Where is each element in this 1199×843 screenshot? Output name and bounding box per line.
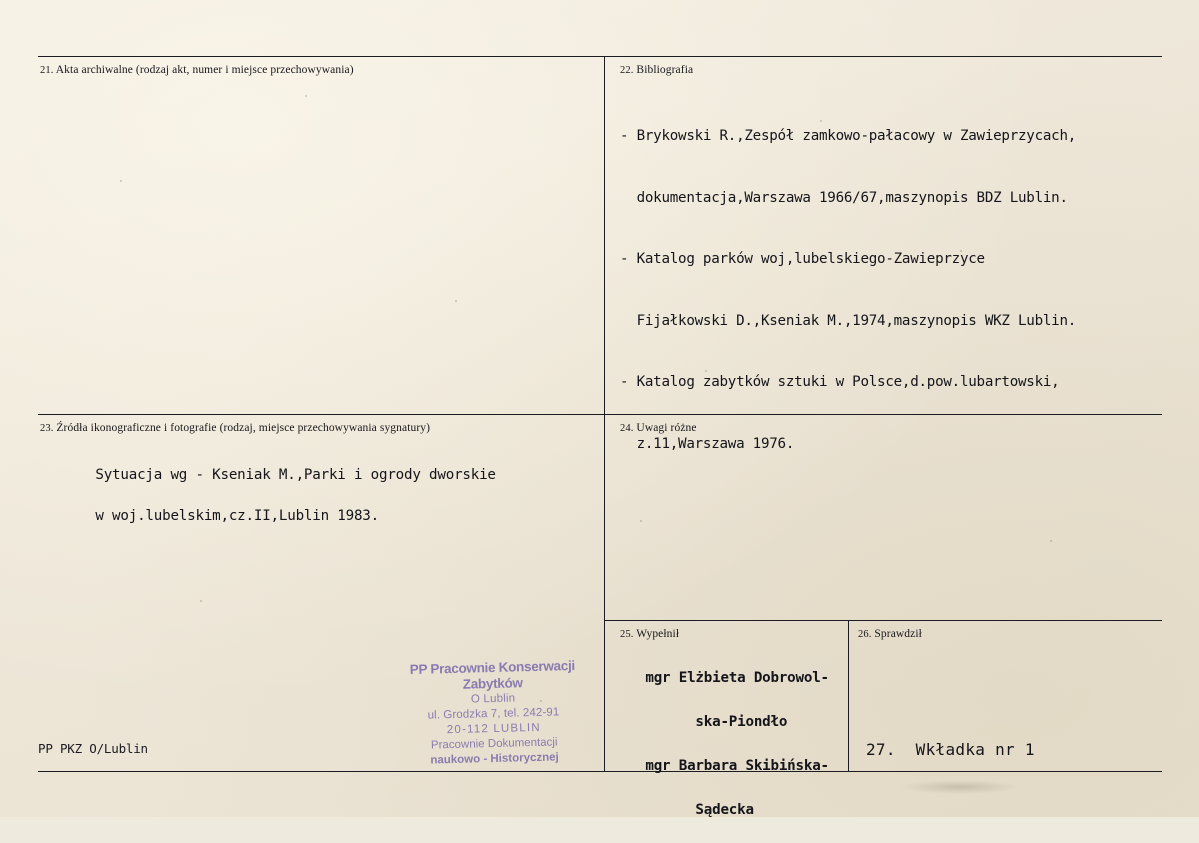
field-23-label: Źródła ikonograficzne i fotografie (rodzaj, miejsce przechowywania sygnatury) (56, 422, 431, 434)
rule-bottom (38, 771, 1162, 772)
filled-by-line: mgr Elżbieta Dobrowol- (645, 670, 829, 686)
stamp-line-2: O Lublin (470, 692, 516, 706)
field-25-label: Wypełnił (636, 628, 680, 640)
rule-vertical-right (848, 620, 849, 771)
footer-office-label: PP PKZ O/Lublin (38, 741, 148, 756)
field-24-label: Uwagi różne (636, 422, 697, 434)
field-22-number: 22. (620, 65, 634, 76)
iconographic-line: Sytuacja wg - Kseniak M.,Parki i ogrody dworskie (95, 466, 496, 483)
bibliography-line: z.11,Warszawa 1976. (620, 435, 795, 452)
conservation-workshop-stamp (380, 657, 608, 772)
field-24-heading (620, 422, 697, 434)
field-24-number: 24. (620, 423, 634, 434)
bibliography-line: dokumentacja,Warszawa 1966/67,maszynopis BDZ Lublin. (620, 189, 1068, 206)
stamp-line-3: ul. Grodzka 7, tel. 242-91 (427, 706, 560, 722)
field-25-number: 25. (620, 629, 634, 640)
stamp-line-1: PP Pracownie Konserwacji Zabytków (409, 657, 576, 692)
filled-by-line: mgr Barbara Skibińska- (645, 758, 829, 774)
stamp-line-5: Pracownie Dokumentacji (430, 736, 558, 752)
field-22-heading (620, 64, 693, 76)
field-22-label: Bibliografia (636, 64, 694, 76)
field-26-number: 26. (858, 629, 872, 640)
insert-number-label: 27. Wkładka nr 1 (866, 740, 1035, 759)
field-21-heading (40, 64, 354, 76)
filled-by-line: Sądecka (645, 802, 754, 818)
rule-top (38, 56, 1162, 57)
field-21-number: 21. (40, 65, 54, 76)
rule-vertical-center (604, 56, 605, 771)
bibliography-line: Fijałkowski D.,Kseniak M.,1974,maszynopis WKZ Lublin. (620, 312, 1077, 329)
bibliography-line: - Brykowski R.,Zespół zamkowo-pałacowy w Zawieprzycach, (620, 128, 1077, 144)
filled-by-line: ska-Piondło (645, 714, 788, 730)
field-23-heading (40, 422, 430, 434)
iconographic-line: w woj.lubelskim,cz.II,Lublin 1983. (95, 507, 379, 524)
paper-smudge (900, 780, 1020, 794)
field-26-label: Sprawdził (874, 628, 922, 640)
stamp-line-6: naukowo - Historycznej (430, 751, 559, 767)
stamp-line-4: 20-112 LUBLIN (446, 721, 541, 737)
rule-lower-right (604, 620, 1162, 621)
iconographic-sources-text (62, 444, 582, 547)
field-23-number: 23. (40, 423, 54, 434)
bibliography-line: - Katalog zabytków sztuki w Polsce,d.pow.lubartowski, (620, 374, 1060, 390)
bibliography-text (620, 85, 1160, 495)
bibliography-line: - Katalog parków woj,lubelskiego-Zawieprzyce (620, 251, 985, 267)
field-26-heading (858, 628, 922, 640)
field-25-heading (620, 628, 679, 640)
filled-by-text (612, 645, 848, 843)
field-21-label: Akta archiwalne (rodzaj akt, numer i miejsce przechowywania) (55, 64, 354, 76)
